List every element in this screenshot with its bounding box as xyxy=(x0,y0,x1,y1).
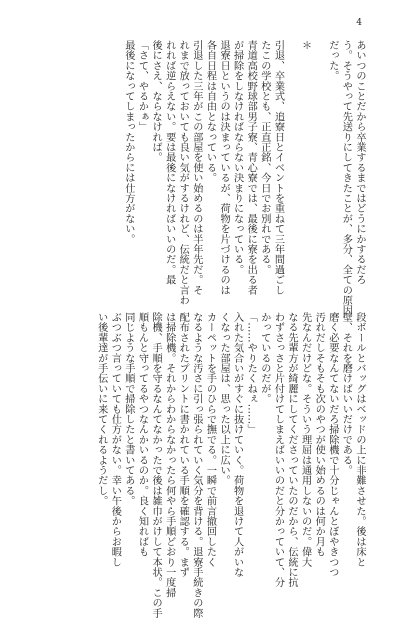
top-block-line: 各自日程は自由となっている。 xyxy=(204,40,216,183)
bottom-block-line: 段ボールとバッグはベッドの上に非難させた。後は床と xyxy=(354,312,365,567)
top-block-line: が掃除をしなければならない決まりになっている。 xyxy=(231,40,243,275)
bottom-block-line: なるような汚さに引っ張られていく気分を背ける。退寮手続きの際 xyxy=(190,312,202,618)
top-block-line: 「さて、やるかぁ」 xyxy=(136,40,148,132)
top-block-line: ＊ xyxy=(299,40,311,51)
bottom-block-line: 汚れだしそもそも次のやつが使い始めるのは何か月も xyxy=(313,312,325,557)
top-block-line xyxy=(284,40,298,280)
top-block-line xyxy=(312,40,326,280)
bottom-block-line: なる先輩方が綺麗にしてくださっていたのだから、伝統に抗 xyxy=(286,312,298,588)
bottom-block-line: 先なんだけどな。そういう理屈は通用しないのだ。偉大 xyxy=(299,312,311,567)
bottom-block-line: 壁、それを磨けばいいだけである。 xyxy=(340,312,352,476)
bottom-block-line: 順もんと守ってるやつなんかいるのか。良く知ればも xyxy=(136,312,148,557)
bottom-block-line: 磨く必要なんてないだろ掃除機で十分じゃんとぼやきつつ xyxy=(326,312,338,578)
bottom-block-line: い後輩達が手伝いに来てくれるようだし。 xyxy=(95,312,107,506)
top-block-line: れまで放っておいても良い気がするけれど、伝統だと言わ xyxy=(177,40,189,306)
top-block-line: だった。 xyxy=(326,40,338,81)
bottom-block-line: 同じような手順で掃除したと書いてある。 xyxy=(122,312,134,506)
top-block-line: 退寮日というのは決まっているが、荷物を片づけるのは xyxy=(218,40,230,295)
top-block-line: れれば逆らえない。要は最後になければいいのだ。最 xyxy=(163,40,175,285)
top-block-line: 後にさえ、ならなければ。 xyxy=(150,40,162,163)
top-block-line: 引退、卒業式、追寮日とイベントを重ねて三年間過ごし xyxy=(272,40,284,295)
top-block-line: 引退した三年がこの部屋を使い始めるのは半年先だ。そ xyxy=(190,40,202,295)
bottom-block-line: 配布されたプリントに書かれている手順を確認する。まず xyxy=(177,312,189,578)
top-block-line: あいつのことだから卒業するまではどうにかするだろ xyxy=(354,40,365,285)
bottom-block-line: わずさっさと片付けてしまえばいいのだと分かっていて、分 xyxy=(272,312,284,588)
top-block-line: 青道高校野球部男子寮、青心寮では、最後に寮を出る者 xyxy=(245,40,257,295)
top-block-line: う。そうやって先送りにしてきたことが、多分、全ての原因 xyxy=(340,40,352,316)
bottom-block-line: ぶつぶつ言っていても仕方がない。幸い午後からお暇し xyxy=(109,312,121,567)
bottom-block-line: 除機、手順を守るなんてなかったで後は雑巾がけして本状。この手 xyxy=(150,312,162,618)
text-block-bottom xyxy=(6,312,366,618)
bottom-block-line: 入れた気合いがすぐに抜けていく。荷物を退けて人がいな xyxy=(231,312,243,578)
bottom-block-line: 「……やりたくねぇ……」 xyxy=(245,312,257,435)
top-block-line: たこの学校とも、正直正銘、今日でお別れである。 xyxy=(258,40,270,275)
bottom-block-line: かっているのだが。 xyxy=(258,312,270,404)
bottom-block-line: くなった部屋は、思った以上に広い。 xyxy=(218,312,230,486)
bottom-block-line: カーペットを手のひらで撫でる。一瞬で前言撤回したく xyxy=(204,312,216,567)
top-block-line: 最後になってしまったからには仕方がない。 xyxy=(122,40,134,244)
bottom-block-line: は掃除機。それからわからなかったら何やら手順どおり一度掃 xyxy=(163,312,175,598)
text-block-top xyxy=(6,40,366,316)
page-number: 4 xyxy=(356,18,362,28)
